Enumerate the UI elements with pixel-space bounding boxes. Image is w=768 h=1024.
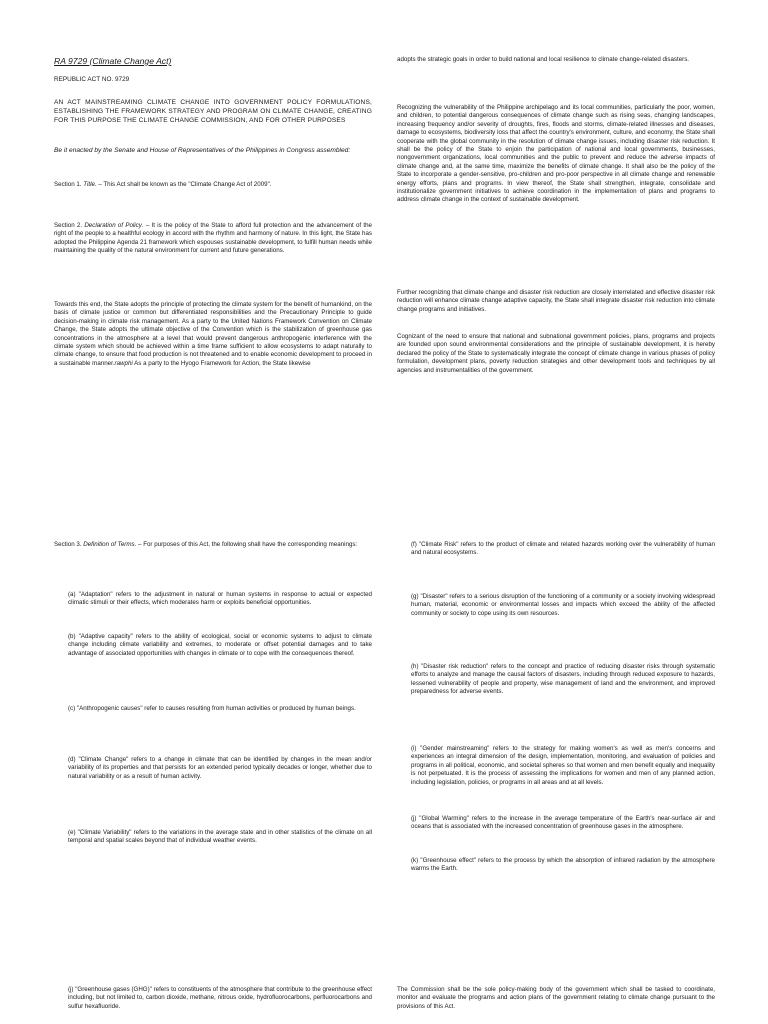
- section-1-prefix: Section 1.: [54, 181, 84, 188]
- recognizing-paragraph: Recognizing the vulnerability of the Philippine archipelago and its local communities, particularly the poor, women, and children, to potential dangerous consequences of climate change such as rising seas, changing landscapes, increasing frequency and/or severity of droughts, fires, floods and storms, climate-related illnesses and diseases, damage to ecosystems, biodiversity loss that affect the country's environment, culture, and economy, the State shall cooperate with the global community in the resolution of climate change issues, including disaster risk reduction. It shall be the policy of the State to enjoin the participation of national and local governments, businesses, nongovernment organizations, local communities and the public to prevent and reduce the adverse impacts of climate change and, at the same time, maximize the benefits of climate change. It shall also be the policy of the State to incorporate a gender-sensitive, pro-children and pro-poor perspective in all climate change and renewable energy efforts, plans and programs. In view thereof, the State shall strengthen, integrate, consolidate and institutionalize government initiatives to achieve coordination in the implementation of plans and programs to address climate change in the context of sustainable development.: [397, 104, 715, 204]
- further-recognizing-paragraph: Further recognizing that climate change and disaster risk reduction are closely interrelated and effective disaster risk reduction will enhance climate change adaptive capacity, the State shall integrate disaster risk reduction into climate change programs and initiatives.: [397, 289, 716, 313]
- section-1-name: Title: [83, 181, 95, 188]
- towards-text: Towards this end, the State adopts the principle of protecting the climate system for the benefit of humankind, on the basis of climate justice or common but differentiated responsibilities and the Precautionary Principle to guide decision-making in climate risk management. As a party to the United Nations Framework Convention on Climate Change, the State adopts the ultimate objective of the Convention which is the stabilization of greenhouse gas concentrations in the atmosphere at a level that would prevent dangerous anthropogenic interference with the climate system which should be achieved within a time frame sufficient to allow ecosystems to adapt naturally to climate change, to ensure that food production is not threatened and to enable economic development to proceed in a sustainable manner.: [54, 301, 372, 367]
- definition-climate-risk: (f) "Climate Risk" refers to the product of climate and related hazards working over the vulnerability of human and natural ecosystems.: [411, 541, 715, 557]
- definition-anthropogenic-causes: (c) "Anthropogenic causes" refer to causes resulting from human activities or produced by human beings.: [68, 705, 356, 712]
- section-3-text: . – For purposes of this Act, the following shall have the corresponding meanings:: [134, 541, 358, 548]
- act-heading: AN ACT MAINSTREAMING CLIMATE CHANGE INTO GOVERNMENT POLICY FORMULATIONS, ESTABLISHING THE FRAMEWORK STRATEGY AND PROGRAM ON CLIMATE CHANGE, CREATING FOR THIS PURPOSE THE CLIMATE CHANGE COMMISSION, AND FOR OTHER PURPOSES: [54, 99, 372, 124]
- definition-adaptation: (a) "Adaptation" refers to the adjustment in natural or human systems in response to actual or expected climatic stimuli or their effects, which moderates harm or exploits beneficial opportunities.: [68, 591, 372, 607]
- republic-act-number: REPUBLIC ACT NO. 9729: [54, 76, 130, 83]
- towards-end: As a party to the Hyogo Framework for Action, the State likewise: [132, 359, 311, 367]
- section-2-prefix: Section 2.: [54, 222, 85, 229]
- document-title: RA 9729 (Climate Change Act): [54, 56, 172, 66]
- definition-adaptive-capacity: (b) "Adaptive capacity" refers to the ability of ecological, social or economic systems to adjust to climate change including climate variability and extremes, to moderate or offset potential damages and to take advantage of associated opportunities with changes in climate or to cope with the consequences thereof.: [68, 633, 372, 657]
- section-3: [54, 541, 372, 549]
- section-1-text: . – This Act shall be known as the "Climate Change Act of 2009".: [94, 181, 272, 188]
- section-2: [54, 222, 372, 256]
- section-2-text: . – It is the policy of the State to afford full protection and the advancement of the right of the people to a healthful ecology in accord with the rhythm and harmony of nature. In this light, the State has adopted the Philippine Agenda 21 framework which espouses sustainable development, to fulfill human needs while maintaining the quality of the natural environment for current and future generations.: [54, 222, 372, 255]
- section-1: [54, 181, 372, 189]
- commission-paragraph: The Commission shall be the sole policy-making body of the government which shall be tasked to coordinate, monitor and evaluate the programs and action plans of the government relating to climate change pursuant to the provisions of this Act.: [397, 986, 715, 1010]
- document-page-2: [0, 512, 768, 1024]
- definition-disaster-risk-reduction: (h) "Disaster risk reduction" refers to the concept and practice of reducing disaster risks through systematic efforts to analyze and manage the causal factors of disasters, including through reduced exposure to hazards, lessened vulnerability of people and property, wise management of land and the environment, and improved preparedness for adverse events.: [411, 663, 715, 696]
- section-3-name: Definition of Terms: [83, 541, 135, 548]
- definition-greenhouse-effect: (k) "Greenhouse effect" refers to the process by which the absorption of infrared radiation by the atmosphere warms the Earth.: [411, 857, 715, 873]
- enacting-clause: Be it enacted by the Senate and House of Representatives of the Philippines in Congress assembled:: [54, 147, 351, 154]
- cognizant-paragraph: Cognizant of the need to ensure that national and subnational government policies, plans, programs and projects are founded upon sound environmental considerations and the principle of sustainable development, it is hereby declared the policy of the State to systematically integrate the concept of climate change in various phases of policy formulation, development plans, poverty reduction strategies and other development tools and techniques by all agencies and instrumentalities of the government.: [397, 333, 715, 374]
- definition-climate-change: (d) "Climate Change" refers to a change in climate that can be identified by changes in the mean and/or variability of its properties and that persists for an extended period typically decades or longer, whether due to natural variability or as a result of human activity.: [68, 756, 372, 780]
- section-2-name: Declaration of Policy: [84, 222, 142, 229]
- definition-climate-variability: (e) "Climate Variability" refers to the variations in the average state and in other statistics of the climate on all temporal and spatial scales beyond that of individual weather events.: [68, 829, 372, 845]
- definition-greenhouse-gases: (j) "Greenhouse gases (GHG)" refers to constituents of the atmosphere that contribute to the greenhouse effect including, but not limited to, carbon dioxide, methane, nitrous oxide, hydrofluorocarbons, perfluorocarbons and sulfur hexafluoride.: [68, 986, 372, 1010]
- definition-global-warming: (j) "Global Warming" refers to the increase in the average temperature of the Earth's near-surface air and oceans that is associated with the increased concentration of greenhouse gases in the atmosphere.: [411, 815, 715, 831]
- definition-disaster: (g) "Disaster" refers to a serious disruption of the functioning of a community or a society involving widespread human, material, economic or environmental losses and impacts which exceed the ability of the affected community or society to cope using its own resources.: [411, 593, 715, 617]
- towards-paragraph: [54, 301, 372, 368]
- right-top-paragraph: adopts the strategic goals in order to build national and local resilience to climate change-related disasters.: [397, 56, 690, 63]
- section-3-prefix: Section 3.: [54, 541, 84, 548]
- definition-gender-mainstreaming: (i) "Gender mainstreaming" refers to the strategy for making women's as well as men's concerns and experiences an integral dimension of the design, implementation, monitoring, and evaluation of policies and programs in all political, economic, and societal spheres so that women and men benefit equally and inequality is not perpetuated. It is the process of assessing the implications for women and men of any planned action, including legislation, policies, or programs in all areas and at all levels.: [411, 745, 715, 786]
- towards-italic: rawphi: [114, 359, 133, 367]
